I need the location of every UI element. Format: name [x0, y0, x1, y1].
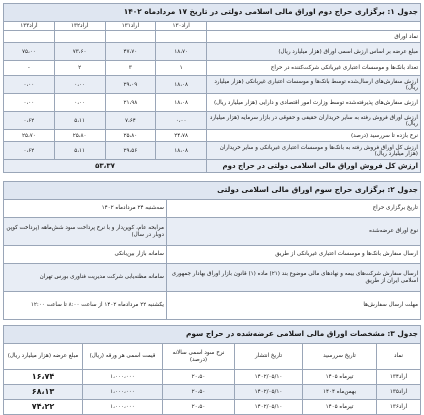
total-label: ارزش کل فروش اوراق مالی اسلامی دولتی در حراج دوم	[207, 160, 421, 173]
column-header: مبلغ عرضه (هزار میلیارد ریال)	[4, 344, 83, 370]
table-row: اراد۱۳۴ تیرماه ۱۴۰۵ ۱۴۰۲/۰۵/۱۰ ۲۰،۵۰ ۱،۰۰۰،۰۰۰ ۱۶،۷۴	[4, 370, 421, 385]
table-title-row	[4, 326, 421, 344]
table-row: مهلت ارسال سفارش‌ها یکشنبه ۲۲ مردادماه ۱۴۰۲ از ساعت ۸:۰۰ تا ساعت ۱۲:۰۰	[4, 292, 421, 320]
column-header: تاریخ انتشار	[235, 344, 303, 370]
table-row: ارسال سفارش شرکت‌های بیمه و نهادهای مالی موضوع بند (۲۱) ماده (۱) قانون بازار اوراق بهادار جمهوری اسلامی ایران از طریق سامانه مظنه‌یابی شرکت مدیریت فناوری بورس تهران	[4, 264, 421, 292]
table-row: تعداد بانک‌ها و موسسات اعتباری غیربانکی شرکت‌کننده در حراج ۱ ۳ ۲ -	[4, 61, 421, 76]
table-header-row	[4, 344, 421, 370]
table-title-row	[4, 182, 421, 200]
table-row: ارزش سفارش‌های ارسال‌شده توسط بانک‌ها و موسسات اعتباری غیربانکی (هزار میلیارد ریال) ۱۸،۰۸ ۲۹،۰۹ ۰،۰۰ ۰،۰۰	[4, 76, 421, 94]
auction-results-table	[3, 3, 421, 173]
column-header: قیمت اسمی هر ورقه (ریال)	[83, 344, 163, 370]
column-header: اراد۱۳۳	[4, 22, 55, 31]
column-header: نماد	[377, 344, 421, 370]
table-row: مبلغ عرضه بر اساس ارزش اسمی اوراق (هزار میلیارد ریال) ۱۸،۷۰ ۴۷،۷۰ ۷۳،۶۰ ۷۵،۰۰	[4, 43, 421, 61]
table-row: اراد۱۳۶ تیرماه ۱۴۰۵ ۱۴۰۲/۰۵/۱۰ ۲۰،۵۰ ۱،۰۰۰،۰۰۰ ۷۴،۲۲	[4, 400, 421, 415]
column-header: اراد۱۳۰	[156, 22, 207, 31]
column-header: اراد۱۳۱	[105, 22, 156, 31]
table-header-row	[4, 22, 421, 31]
table-row: ارزش سفارش‌های پذیرفته‌شده توسط وزارت امور اقتصادی و دارایی (هزار میلیارد ریال) ۱۸،۰۸ ۲۱،۹۸ ۰،۰۰ ۰،۰۰	[4, 94, 421, 112]
table-row: ارزش کل اوراق فروش رفته به بانک‌ها و موسسات اعتباری غیربانکی و سایر خریداران (هزار میلیارد ریال) ۱۸،۰۸ ۲۹،۵۶ ۵،۱۱ ۰،۶۲	[4, 142, 421, 160]
table-row: تاریخ برگزاری حراج سه‌شنبه ۲۴ مردادماه ۱۴۰۲	[4, 200, 421, 218]
offered-bonds-table	[3, 325, 421, 415]
table-row: نماد اوراق	[4, 31, 421, 43]
table-row: ارسال سفارش بانک‌ها و موسسات اعتباری غیربانکی از طریق سامانه بازار بین‌بانکی	[4, 246, 421, 264]
total-row	[4, 160, 421, 173]
table3-title: جدول ۳: مشخصات اوراق مالی اسلامی عرضه‌شده در حراج سوم	[4, 326, 421, 344]
table-row: نوع اوراق عرضه‌شده مرابحه عام، کوپن‌دار و با نرخ پرداخت سود شش‌ماهه (پرداخت کوپن دوبار در سال)	[4, 218, 421, 246]
total-value: ۵۳،۳۷	[4, 160, 207, 173]
column-header: نرخ سود اسمی سالانه (درصد)	[163, 344, 235, 370]
table-row: اراد۱۳۵ بهمن‌ماه ۱۴۰۴ ۱۴۰۲/۰۵/۱۰ ۲۰،۵۰ ۱،۰۰۰،۰۰۰ ۶۸،۱۳	[4, 385, 421, 400]
table2-title: جدول ۲: برگزاری حراج سوم اوراق مالی اسلامی دولتی	[4, 182, 421, 200]
column-header: تاریخ سررسید	[303, 344, 377, 370]
table-row: ارزش اوراق فروش رفته به سایر خریداران حقیقی و حقوقی در بازار سرمایه (هزار میلیارد ریال) ۰،۰۰ ۷،۶۴ ۵،۱۱ ۰،۶۲	[4, 112, 421, 130]
column-header: اراد۱۳۲	[54, 22, 105, 31]
table-row: نرخ بازده تا سررسید (درصد) ۲۴،۷۸ ۲۵،۸۰ ۲۵،۸۰ ۲۵،۷۰	[4, 130, 421, 142]
table-title-row	[4, 4, 421, 22]
table1-title: جدول ۱: برگزاری حراج دوم اوراق مالی اسلامی دولتی در تاریخ ۱۷ مردادماه ۱۴۰۲	[4, 4, 421, 22]
row-label-header	[207, 22, 421, 31]
third-auction-table	[3, 181, 421, 320]
